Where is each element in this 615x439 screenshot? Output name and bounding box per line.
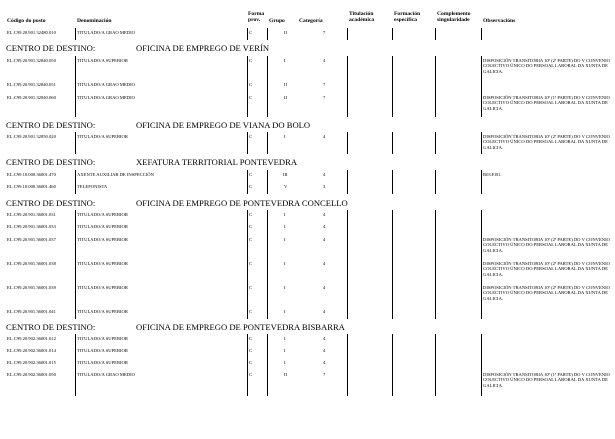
row-forma: C [249, 336, 253, 341]
row-grupo: III [283, 172, 288, 177]
row-observacions: DISPOSICIÓN TRANSITORIA 10ª (1ª PARTE) DO V CONVENIO COLECTIVO ÚNICO DO PERSOAL LABORAL DA XUNTA DE GALICIA. [483, 372, 610, 388]
column-rule [247, 170, 248, 194]
row-code: EL.C99.20.901.32840.050 [7, 58, 56, 63]
column-rule [247, 132, 248, 154]
row-grupo: I [284, 336, 286, 341]
row-categoria: 4 [323, 309, 326, 314]
row-denominacion: TITULADO/A SUPERIOR [77, 336, 128, 341]
row-denominacion: TITULADO/A SUPERIOR [77, 224, 128, 229]
row-denominacion: TITULADO/A GRAO MEDIO [77, 82, 135, 87]
row-grupo: V [284, 184, 288, 189]
row-denominacion: TITULADO/A SUPERIOR [77, 58, 128, 63]
row-code: EL.C99.20.901.36001.031 [7, 212, 56, 217]
column-rule [435, 56, 436, 117]
row-grupo: II [284, 95, 288, 100]
row-code: EL.C99.20.902.36001.014 [7, 348, 56, 353]
row-grupo: I [284, 134, 286, 139]
row-forma: C [249, 172, 253, 177]
section-label: CENTRO DE DESTINO: [6, 43, 96, 53]
column-rule [435, 210, 436, 319]
row-forma: C [249, 237, 253, 242]
row-observacions: DISPOSICIÓN TRANSITORIA 10ª (2ª PARTE) DO V CONVENIO COLECTIVO ÚNICO DO PERSOAL LABORAL DA XUNTA DE GALICIA. [483, 134, 610, 150]
column-rule [481, 210, 482, 319]
section-name: OFICINA DE EMPREGO DE PONTEVEDRA BISBARRA [136, 322, 345, 332]
column-rule [392, 28, 393, 40]
row-denominacion: TITULADO/A GRAO MEDIO [77, 95, 135, 100]
row-grupo: I [284, 212, 286, 217]
column-rule [247, 210, 248, 319]
column-rule [347, 210, 348, 319]
row-denominacion: AXENTE AUXILIAR DE INSPECCIÓN [77, 172, 154, 177]
header-grupo: Grupo [269, 18, 285, 24]
column-rule [75, 170, 76, 194]
row-grupo: II [284, 30, 288, 35]
row-denominacion: TELEFONISTA [77, 184, 108, 189]
section-name: OFICINA DE EMPREGO DE VERÍN [136, 43, 270, 53]
column-rule [392, 132, 393, 154]
row-code: EL.C99.20.901.36001.037 [7, 237, 56, 242]
row-grupo: II [284, 372, 288, 377]
header-categoria: Categoría [299, 18, 323, 24]
header-titulacion: Titulación académica [349, 11, 375, 23]
row-grupo: I [284, 360, 286, 365]
row-observacions: B03.F.B1. [483, 172, 502, 177]
row-categoria: 4 [323, 212, 326, 217]
row-categoria: 4 [323, 58, 326, 63]
column-rule [435, 132, 436, 154]
column-rule [481, 28, 482, 40]
column-rule [75, 334, 76, 396]
row-forma: C [249, 285, 253, 290]
section-label: CENTRO DE DESTINO: [6, 157, 96, 167]
column-rule [267, 170, 268, 194]
column-rule [481, 132, 482, 154]
column-rule [267, 132, 268, 154]
section-heading [6, 157, 298, 167]
row-code: EL.C99.10.000.36001.460 [7, 184, 56, 189]
column-rule [347, 334, 348, 396]
row-categoria: 3 [323, 184, 326, 189]
row-observacions: DISPOSICIÓN TRANSITORIA 10ª (1ª PARTE) DO V CONVENIO COLECTIVO ÚNICO DO PERSOAL LABORAL DA XUNTA DE GALICIA. [483, 95, 610, 111]
row-forma: C [249, 30, 253, 35]
column-rule [247, 56, 248, 117]
row-categoria: 4 [323, 172, 326, 177]
row-denominacion: TITULADO/A SUPERIOR [77, 237, 128, 242]
row-code: EL.C99.20.902.36001.050 [7, 372, 56, 377]
column-rule [267, 56, 268, 117]
row-forma: C [249, 82, 253, 87]
column-rule [75, 56, 76, 117]
row-denominacion: TITULADO/A GRAO MEDIO [77, 30, 135, 35]
column-rule [75, 28, 76, 40]
row-code: EL.C99.20.901.36001.038 [7, 261, 56, 266]
row-denominacion: TITULADO/A SUPERIOR [77, 348, 128, 353]
column-rule [247, 28, 248, 40]
row-grupo: I [284, 261, 286, 266]
row-categoria: 7 [323, 30, 326, 35]
header-complemento: Complemento singularidade [437, 11, 471, 23]
header-observacions: Observacións [483, 18, 516, 24]
row-categoria: 7 [323, 95, 326, 100]
column-rule [481, 334, 482, 396]
row-categoria: 4 [323, 360, 326, 365]
row-categoria: 4 [323, 134, 326, 139]
row-code: EL.C99.20.901.32850.020 [7, 134, 56, 139]
column-rule [267, 28, 268, 40]
row-categoria: 4 [323, 224, 326, 229]
row-observacions: DISPOSICIÓN TRANSITORIA 10ª (2ª PARTE) DO V CONVENIO COLECTIVO ÚNICO DO PERSOAL LABORAL DA XUNTA DE GALICIA. [483, 261, 610, 277]
row-code: EL.C99.20.901.32840.051 [7, 82, 56, 87]
row-denominacion: TITULADO/A GRAO MEDIO [77, 372, 135, 377]
column-rule [267, 210, 268, 319]
row-forma: C [249, 360, 253, 365]
row-categoria: 4 [323, 285, 326, 290]
column-rule [392, 56, 393, 117]
header-forma-prov: Forma prov. [248, 11, 265, 23]
row-forma: C [249, 58, 253, 63]
section-heading [6, 120, 311, 130]
row-code: EL.C99.20.901.36001.033 [7, 224, 56, 229]
row-code: EL.C99.20.902.36001.012 [7, 336, 56, 341]
row-forma: C [249, 224, 253, 229]
row-observacions: DISPOSICIÓN TRANSITORIA 10ª (2ª PARTE) DO V CONVENIO COLECTIVO ÚNICO DO PERSOAL LABORAL DA XUNTA DE GALICIA. [483, 285, 610, 301]
row-forma: C [249, 309, 253, 314]
header-formacion: Formación específica [394, 11, 421, 23]
column-rule [75, 132, 76, 154]
row-denominacion: TITULADO/A SUPERIOR [77, 285, 128, 290]
section-name: XEFATURA TERRITORIAL PONTEVEDRA [136, 157, 298, 167]
column-rule [247, 334, 248, 396]
row-code: EL.C99.20.901.36001.039 [7, 285, 56, 290]
column-rule [347, 132, 348, 154]
row-code: EL.C99.10.000.36001.470 [7, 172, 56, 177]
row-grupo: II [284, 82, 288, 87]
row-observacions: DISPOSICIÓN TRANSITORIA 10ª (2ª PARTE) DO V CONVENIO COLECTIVO ÚNICO DO PERSOAL LABORAL DA XUNTA DE GALICIA. [483, 58, 610, 74]
column-rule [392, 210, 393, 319]
column-rule [347, 56, 348, 117]
column-rule [347, 28, 348, 40]
row-denominacion: TITULADO/A SUPERIOR [77, 212, 128, 217]
row-code: EL.C99.20.901.32480.010 [7, 30, 56, 35]
row-code: EL.C99.20.901.36001.041 [7, 309, 56, 314]
row-denominacion: TITULADO/A SUPERIOR [77, 360, 128, 365]
row-denominacion: TITULADO/A SUPERIOR [77, 309, 128, 314]
row-forma: C [249, 212, 253, 217]
row-forma: C [249, 95, 253, 100]
row-grupo: I [284, 348, 286, 353]
column-rule [75, 210, 76, 319]
row-code: EL.C99.20.902.36001.015 [7, 360, 56, 365]
column-rule [435, 334, 436, 396]
column-rule [392, 170, 393, 194]
row-categoria: 7 [323, 82, 326, 87]
column-rule [435, 28, 436, 40]
section-label: CENTRO DE DESTINO: [6, 322, 96, 332]
row-grupo: I [284, 237, 286, 242]
column-rule [347, 170, 348, 194]
section-name: OFICINA DE EMPREGO DE PONTEVEDRA CONCELLO [136, 198, 348, 208]
row-forma: C [249, 372, 253, 377]
row-code: EL.C99.20.901.32840.060 [7, 95, 56, 100]
row-forma: C [249, 261, 253, 266]
row-denominacion: TITULADO/A SUPERIOR [77, 134, 128, 139]
column-rule [481, 56, 482, 117]
column-rule [435, 170, 436, 194]
section-heading [6, 322, 345, 332]
row-categoria: 4 [323, 348, 326, 353]
section-heading [6, 43, 270, 53]
section-label: CENTRO DE DESTINO: [6, 198, 96, 208]
row-forma: C [249, 348, 253, 353]
column-rule [392, 334, 393, 396]
row-categoria: 7 [323, 372, 326, 377]
header-denominacion: Denominación [77, 18, 112, 24]
row-grupo: I [284, 224, 286, 229]
row-forma: C [249, 134, 253, 139]
row-categoria: 4 [323, 261, 326, 266]
column-rule [481, 170, 482, 194]
header-code: Código do posto [7, 18, 46, 24]
row-grupo: I [284, 309, 286, 314]
row-categoria: 4 [323, 237, 326, 242]
row-denominacion: TITULADO/A SUPERIOR [77, 261, 128, 266]
row-observacions: DISPOSICIÓN TRANSITORIA 10ª (2ª PARTE) DO V CONVENIO COLECTIVO ÚNICO DO PERSOAL LABORAL DA XUNTA DE GALICIA. [483, 237, 610, 253]
row-forma: C [249, 184, 253, 189]
row-categoria: 4 [323, 336, 326, 341]
row-grupo: I [284, 285, 286, 290]
row-grupo: I [284, 58, 286, 63]
section-label: CENTRO DE DESTINO: [6, 120, 96, 130]
column-rule [267, 334, 268, 396]
section-name: OFICINA DE EMPREGO DE VIANA DO BOLO [136, 120, 311, 130]
section-heading [6, 198, 348, 208]
